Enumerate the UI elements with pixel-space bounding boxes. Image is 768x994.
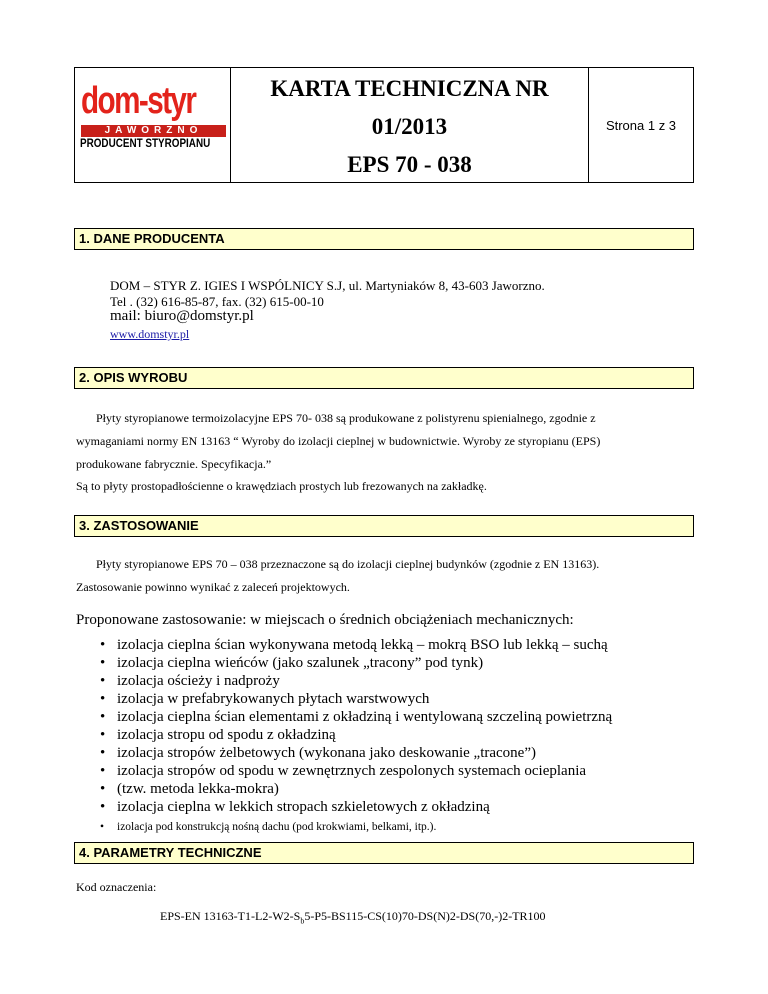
doc-number: 01/2013 (371, 114, 448, 139)
list-item-continuation-text: (tzw. metoda lekka-mokra) (117, 781, 279, 797)
product-name: EPS 70 - 038 (347, 152, 472, 177)
list-item: • izolacja stropów od spodu w zewnętrznych zespolonych systemach ocieplania (100, 762, 612, 780)
proposed-usage-intro: Proponowane zastosowanie: w miejscach o średnich obciążeniach mechanicznych: (76, 612, 574, 628)
description-line: Są to płyty prostopadłościenne o krawędziach prostych lub frezowanych na zakładkę. (76, 479, 487, 493)
producer-address: DOM – STYR Z. IGIES I WSPÓLNICY S.J, ul. Martyniaków 8, 43-603 Jaworzno. (110, 278, 545, 293)
list-item: • izolacja pod konstrukcją nośną dachu (pod krokwiami, belkami, itp.). (100, 818, 612, 836)
page-number: Strona 1 z 3 (605, 117, 677, 133)
producer-website-link[interactable]: www.domstyr.pl (110, 327, 190, 341)
application-line: Zastosowanie powinno wynikać z zaleceń projektowych. (76, 580, 350, 594)
code-label: Kod oznaczenia: (76, 880, 157, 894)
section-heading-application: 3. ZASTOSOWANIE (74, 515, 694, 537)
list-item: • izolacja stropu od spodu z okładziną (100, 726, 612, 744)
producer-mail: mail: biuro@domstyr.pl (110, 308, 254, 324)
list-item: • izolacja ościeży i nadproży (100, 672, 612, 690)
title-cell (231, 68, 589, 182)
doc-title: KARTA TECHNICZNA NR (270, 76, 549, 101)
list-item: • izolacja w prefabrykowanych płytach warstwowych (100, 690, 612, 708)
list-item: • izolacja cieplna ścian elementami z okładziną i wentylowaną szczeliną powietrzną (100, 708, 612, 726)
application-line: Płyty styropianowe EPS 70 – 038 przeznaczone są do izolacji cieplnej budynków (zgodnie z EN 13163). (96, 557, 600, 571)
section-heading-producer: 1. DANE PRODUCENTA (74, 228, 694, 250)
designation-code (160, 909, 546, 925)
description-line: Płyty styropianowe termoizolacyjne EPS 70- 038 są produkowane z polistyrenu spienialnego, zgodnie z (96, 411, 596, 425)
list-item: • izolacja cieplna ścian wykonywana metodą lekką – mokrą BSO lub lekką – suchą (100, 636, 612, 654)
logo-cell (75, 68, 231, 182)
designation-code-end: 5-P5-BS115-CS(10)70-DS(N)2-DS(70,-)2-TR100 (304, 909, 546, 923)
section-heading-parameters: 4. PARAMETRY TECHNICZNE (74, 842, 694, 864)
list-item: • izolacja cieplna w lekkich stropach szkieletowych z okładziną (100, 798, 612, 816)
logo-city: JAWORZNO (104, 125, 203, 136)
designation-code-subscript: b (300, 916, 305, 926)
logo-city-bar (81, 125, 226, 137)
list-item-continuation (100, 780, 612, 798)
application-list (100, 636, 612, 836)
description-line: wymaganiami normy EN 13163 “ Wyroby do izolacji cieplnej w budownictwie. Wyroby ze styropianu (EPS) (76, 434, 601, 448)
list-item: • izolacja stropów żelbetowych (wykonana jako deskowanie „tracone”) (100, 744, 612, 762)
company-logo: dom-styr (81, 80, 196, 122)
section-heading-description: 2. OPIS WYROBU (74, 367, 694, 389)
logo-tagline: PRODUCENT STYROPIANU (80, 138, 211, 150)
header-table (74, 67, 694, 183)
description-line: produkowane fabrycznie. Specyfikacja.” (76, 457, 272, 471)
designation-code-start: EPS-EN 13163-T1-L2-W2-S (160, 909, 301, 923)
list-item: • izolacja cieplna wieńców (jako szalunek „tracony” pod tynk) (100, 654, 612, 672)
producer-phone: Tel . (32) 616-85-87, fax. (32) 615-00-10 (110, 294, 324, 309)
